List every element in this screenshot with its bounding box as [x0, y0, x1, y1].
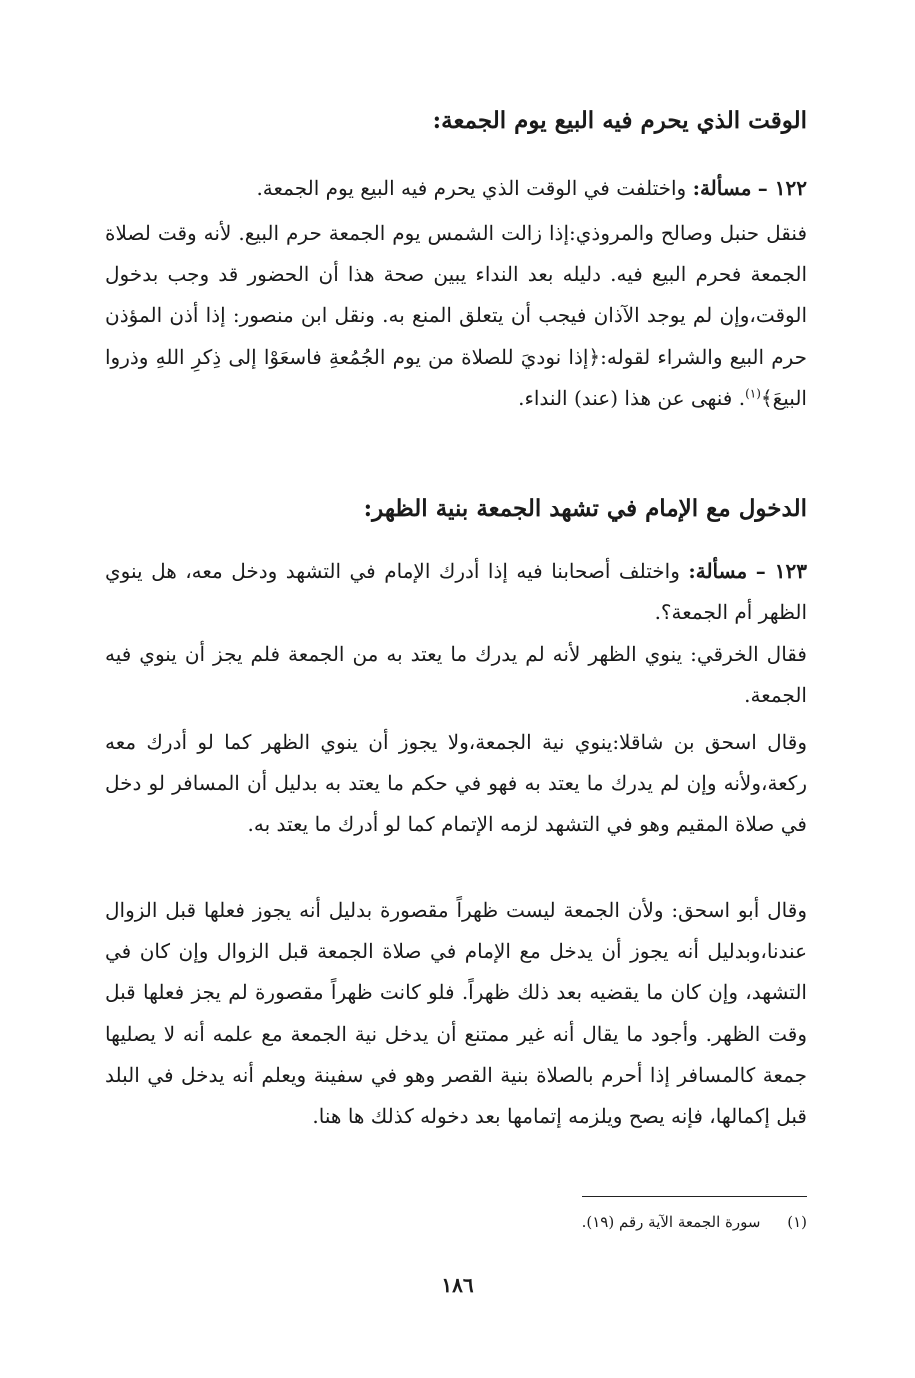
narration-tail: . فنهى عن هذا (عند) النداء. [518, 385, 746, 410]
footnote-separator [582, 1196, 807, 1197]
footnote [307, 1211, 807, 1233]
issue-number: ١٢٢ – [757, 176, 807, 200]
paragraph-hanbal-narration [105, 213, 807, 419]
paragraph-shaqila-opinion: وقال اسحق بن شاقلا:ينوي نية الجمعة،ولا يجوز أن ينوي الظهر كما لو أدرك معه ركعة،ولأنه وإن لم يدرك ما يعتد به فهو في حكم ما يعتد به بدليل أن المسافر لو دخل في صلاة المقيم وهو في التشهد لزمه الإتمام كما لو أدرك ما يعتد به. [105, 730, 807, 837]
issue-label: مسألة: [688, 559, 748, 583]
issue-text: واختلف أصحابنا فيه إذا أدرك الإمام في التشهد ودخل معه، هل ينوي الظهر أم الجمعة؟. [105, 559, 807, 625]
footnote-reference: (١) [745, 386, 761, 401]
issue-number: ١٢٣ – [755, 559, 808, 583]
paragraph-issue-122 [105, 168, 807, 209]
footnote-text: سورة الجمعة الآية رقم (١٩). [581, 1213, 761, 1231]
footnote-marker: (١) [787, 1213, 807, 1231]
paragraph-issue-123 [105, 551, 807, 633]
paragraph-abu-ishaq-opinion: وقال أبو اسحق: ولأن الجمعة ليست ظهراً مقصورة بدليل أنه يجوز فعلها قبل الزوال عندنا،وبدليل أنه يجوز أن يدخل مع الإمام في صلاة الجمعة قبل الزوال وإن كان في التشهد، وإن كان ما يقضيه بعد ذلك ظهراً. فلو كانت ظهراً مقصورة لم يجز فعلها قبل وقت الظهر. وأجود ما يقال أنه غير ممتنع أن يدخل نية الجمعة مع علمه أنه لا يصليها جمعة كالمسافر إذا أحرم بالصلاة بنية القصر وهو في سفينة ويعلم أنه يدخل في البلد قبل إكمالها، فإنه يصح ويلزمه إتمامها بعد دخوله كذلك ها هنا. [105, 898, 807, 1129]
narration-text: فنقل حنبل وصالح والمروذي:إذا زالت الشمس يوم الجمعة حرم البيع. لأنه وقت لصلاة الجمعة فحرم البيع فيه. دليله بعد النداء يبين صحة هذا أن الحضور قد وجب بدخول الوقت،وإن لم يوجد الآذان فيجب أن يتعلق المنع به. ونقل ابن منصور: إذا أذن المؤذن حرم البيع والشراء لقوله:﴿إذا نوديَ للصلاة من يوم الجُمُعةِ فاسعَوْا إلى ذِكرِ اللهِ وذروا البيعَ﴾ [105, 221, 807, 410]
page-number: ١٨٦ [441, 1273, 474, 1297]
issue-label: مسألة: [692, 176, 752, 200]
issue-text: واختلفت في الوقت الذي يحرم فيه البيع يوم الجمعة. [256, 176, 687, 200]
paragraph-kharqi-opinion: فقال الخرقي: ينوي الظهر لأنه لم يدرك ما يعتد به من الجمعة فلم يجز أن ينوي فيه الجمعة. [105, 642, 807, 708]
section-heading-joining-imam: الدخول مع الإمام في تشهد الجمعة بنية الظهر: [363, 495, 807, 522]
section-heading-selling-time: الوقت الذي يحرم فيه البيع يوم الجمعة: [432, 107, 807, 134]
